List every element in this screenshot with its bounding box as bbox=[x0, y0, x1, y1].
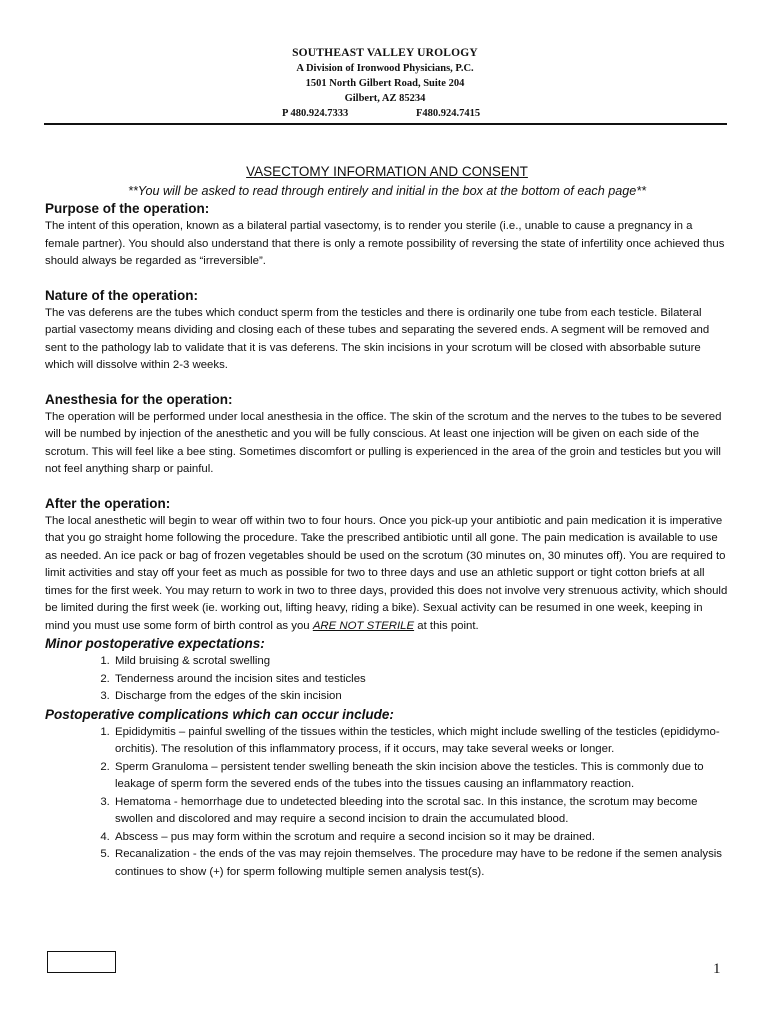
practice-name: SOUTHEAST VALLEY UROLOGY bbox=[292, 47, 478, 59]
nature-heading: Nature of the operation: bbox=[45, 287, 199, 303]
anesthesia-text: The operation will be performed under local anesthesia in the office. The skin of the scrotum and the nerves to the tubes to be severed will be numbed by injection of the anesthetic and you will be fully conscious. At least one injection will be given on each side of the scrotum. This will feel like a bee sting. Sometimes discomfort or pulling is experienced in the area of the groin and testicles but you will not feel anything sharp or painful. bbox=[45, 410, 722, 475]
fax-number: F480.924.7415 bbox=[416, 108, 481, 119]
document-title: VASECTOMY INFORMATION AND CONSENT bbox=[246, 164, 528, 179]
address-line-1: 1501 North Gilbert Road, Suite 204 bbox=[305, 78, 465, 89]
minor-expectations-heading: Minor postoperative expectations: bbox=[45, 636, 265, 651]
document-body bbox=[45, 163, 729, 881]
after-text-main: The local anesthetic will begin to wear off within two to four hours. Once you pick-up your antibiotic and pain medication it is imperative that you go straight home following the procedure. Take the prescribed antibiotic until all gone. The pain medication is available to use as needed. An ice pack or bag of frozen vegetables should be used on the scrotum (30 minutes on, 30 minutes off). You are required to limit activities and stay off your feet as much as possible for two to three days and use an athletic support or tight cotton briefs at all times for the first week. You may return to work in two to three days, provided this does not involve very strenuous activity, which should be limited during the first week (ie. working out, lifting heavy, riding a bike). Sexual activity can be resumed in one week, keeping in mind you must use some form of birth control as you bbox=[45, 514, 728, 632]
list-item: 3. Discharge from the edges of the skin incision bbox=[113, 688, 729, 706]
list-item: 4. Abscess – pus may form within the scrotum and require a second incision so it may be drained. bbox=[113, 829, 729, 847]
after-text-tail: at this point. bbox=[414, 619, 479, 632]
list-item: 1. Mild bruising & scrotal swelling bbox=[113, 653, 729, 671]
purpose-heading: Purpose of the operation: bbox=[45, 201, 210, 216]
header-divider bbox=[44, 123, 727, 125]
list-item: 3. Hematoma - hemorrhage due to undetected bleeding into the scrotal sac. In this instance, the scrotum may become swollen and discolored and may require a second incision to drain the accumulated blood. bbox=[113, 794, 729, 829]
minor-expectations-list bbox=[45, 653, 729, 706]
list-item: 2. Tenderness around the incision sites and testicles bbox=[113, 671, 729, 689]
after-text bbox=[45, 513, 729, 636]
spacer bbox=[45, 375, 729, 391]
list-item: 1. Epididymitis – painful swelling of the tissues within the testicles, which might include swelling of the testicles (epididymo-orchitis). The resolution of this inflammatory process, if it occurs, may take several weeks or longer. bbox=[113, 724, 729, 759]
spacer bbox=[45, 479, 729, 495]
initials-box[interactable] bbox=[47, 951, 116, 973]
anesthesia-heading: Anesthesia for the operation: bbox=[45, 391, 233, 407]
list-item: 2. Sperm Granuloma – persistent tender swelling beneath the skin incision above the testicles. This is commonly due to leakage of sperm form the severed ends of the tubes into the tissues causing an inflammatory reaction. bbox=[113, 759, 729, 794]
spacer bbox=[45, 271, 729, 287]
address-line-2: Gilbert, AZ 85234 bbox=[344, 93, 426, 104]
phone-number: P 480.924.7333 bbox=[282, 108, 349, 119]
page-number: 1 bbox=[713, 961, 721, 977]
nature-text: The vas deferens are the tubes which conduct sperm from the testicles and there is ordinarily one tube from each testicle. Bilateral partial vasectomy means dividing and closing each of these tubes and separating the severed ends. A segment will be removed and sent to the pathology lab to validate that it is vas deferens. The skin incisions in your scrotum will be closed with absorbable suture which will dissolve within 2-3 weeks. bbox=[45, 306, 710, 371]
initial-instruction: **You will be asked to read through entirely and initial in the box at the bottom of each page** bbox=[127, 184, 647, 198]
purpose-text: The intent of this operation, known as a bilateral partial vasectomy, is to render you sterile (i.e., unable to cause a pregnancy in a female partner). You should also understand that there is only a remote possibility of reversing the state of infertility once achieved thus should always be regarded as “irreversible”. bbox=[45, 220, 725, 267]
complications-list bbox=[45, 724, 729, 882]
contact-line bbox=[0, 106, 770, 121]
list-item: 5. Recanalization - the ends of the vas may rejoin themselves. The procedure may have to be redone if the semen analysis continues to show (+) for sperm following multiple semen analysis test(s). bbox=[113, 846, 729, 881]
division-line: A Division of Ironwood Physicians, P.C. bbox=[296, 63, 474, 74]
complications-heading: Postoperative complications which can occur include: bbox=[45, 706, 394, 722]
not-sterile-emphasis: ARE NOT STERILE bbox=[312, 619, 415, 632]
after-heading: After the operation: bbox=[45, 495, 171, 511]
letterhead bbox=[0, 46, 770, 121]
